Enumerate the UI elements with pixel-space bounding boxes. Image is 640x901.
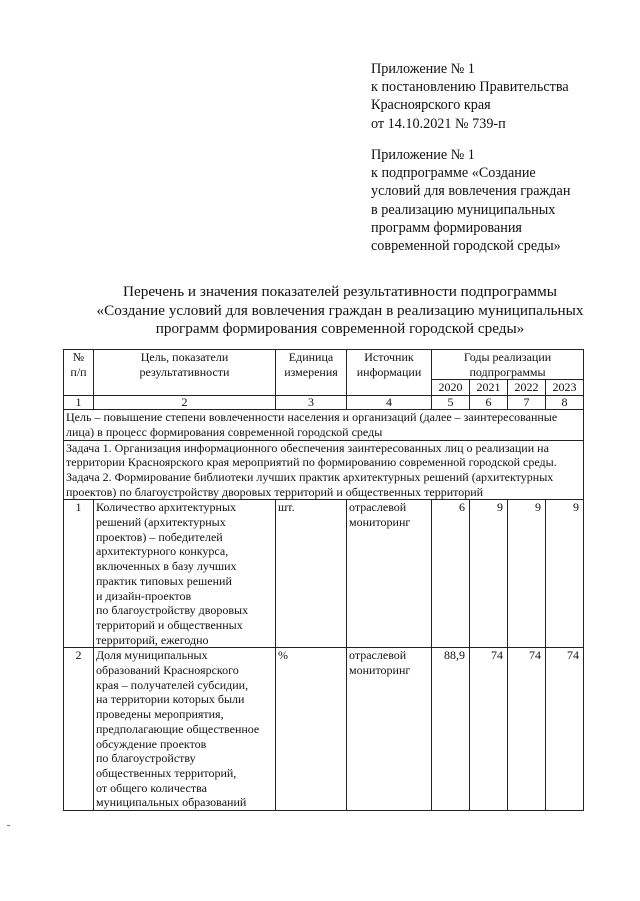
- indicators-table: [63, 349, 584, 811]
- indicator-line: территорий, ежегодно: [96, 632, 209, 647]
- source-line: отраслевой: [349, 500, 407, 515]
- appendix-2-line: программ формирования: [371, 219, 522, 236]
- indicator-cell: [94, 500, 276, 648]
- indicator-line: проведены мероприятия,: [96, 707, 224, 722]
- indicator-cell: [94, 648, 276, 811]
- column-numbers-row: [64, 396, 584, 410]
- header-num-line: п/п: [70, 364, 87, 379]
- source-line: мониторинг: [349, 663, 411, 678]
- appendix-2-line: к подпрограмме «Создание: [371, 165, 536, 182]
- source-line: мониторинг: [349, 515, 411, 530]
- header-source-line: информации: [356, 364, 422, 379]
- appendix-1-line: Красноярского края: [371, 97, 491, 114]
- appendix-2-line: современной городской среды»: [371, 238, 561, 255]
- value-2022: 9: [508, 500, 546, 648]
- unit-cell: %: [276, 648, 347, 811]
- indicator-line: территорий и общественных: [96, 617, 243, 632]
- header-unit-line: Единица: [288, 350, 334, 364]
- column-number: 7: [508, 396, 546, 410]
- header-years-line: подпрограммы: [469, 364, 546, 379]
- appendix-2-line: условий для вовлечения граждан: [371, 183, 571, 200]
- appendix-1-header: [371, 60, 633, 133]
- header-goal: [94, 350, 276, 396]
- source-cell: [347, 500, 432, 648]
- table-row: [64, 648, 584, 811]
- indicator-line: включенных в базу лучших: [96, 559, 237, 574]
- column-number: 2: [94, 396, 276, 410]
- row-number: 1: [64, 500, 94, 648]
- goal-row: [64, 410, 584, 440]
- indicator-line: Количество архитектурных: [96, 500, 237, 515]
- table-row: [64, 500, 584, 648]
- indicator-line: архитектурного конкурса,: [96, 544, 229, 559]
- value-2021: 9: [470, 500, 508, 648]
- indicator-line: практик типовых решений: [96, 573, 232, 588]
- header-row: [64, 350, 584, 380]
- header-year: 2021: [470, 380, 508, 396]
- indicator-line: края – получателей субсидии,: [96, 677, 249, 692]
- header-goal-line: Цель, показатели: [140, 350, 229, 364]
- goal-text: Цель – повышение степени вовлеченности населения и организаций (далее – заинтересованные лица) в процесс формирования современной городской среды: [64, 410, 584, 440]
- header-unit-line: измерения: [284, 364, 338, 379]
- indicator-line: обсуждение проектов: [96, 736, 207, 751]
- source-cell: [347, 648, 432, 811]
- indicator-line: проектов) – победителей: [96, 529, 223, 544]
- appendix-2-line: в реализацию муниципальных: [371, 201, 556, 218]
- value-2023: 74: [546, 648, 584, 811]
- column-number: 3: [276, 396, 347, 410]
- scan-artifact-mark: [7, 825, 10, 826]
- task-2-text: Задача 2. Формирование библиотеки лучших практик архитектурных решений (архитектурных проектов) по благоустройству дворовых территорий и общественных территорий: [66, 469, 554, 499]
- indicator-line: Доля муниципальных: [96, 648, 208, 663]
- header-year: 2020: [432, 380, 470, 396]
- header-unit: [276, 350, 347, 396]
- title-line: Перечень и значения показателей результативности подпрограммы: [123, 283, 557, 300]
- indicator-line: от общего количества: [96, 780, 207, 795]
- header-year: 2022: [508, 380, 546, 396]
- value-2021: 74: [470, 648, 508, 811]
- header-year: 2023: [546, 380, 584, 396]
- header-years-line: Годы реализации: [463, 350, 552, 364]
- column-number: 6: [470, 396, 508, 410]
- indicator-line: по благоустройству дворовых: [96, 603, 249, 618]
- value-2020: 6: [432, 500, 470, 648]
- value-2023: 9: [546, 500, 584, 648]
- header-years-group: [432, 350, 584, 380]
- indicator-line: решений (архитектурных: [96, 515, 226, 530]
- value-2022: 74: [508, 648, 546, 811]
- appendix-1-line: к постановлению Правительства: [371, 79, 569, 96]
- document-title: [60, 283, 620, 339]
- column-number: 4: [347, 396, 432, 410]
- column-number: 8: [546, 396, 584, 410]
- indicator-line: по благоустройству: [96, 751, 196, 766]
- header-goal-line: результативности: [139, 364, 230, 379]
- header-source: [347, 350, 432, 396]
- value-2020: 88,9: [432, 648, 470, 811]
- appendix-2-header: [371, 146, 633, 255]
- indicator-line: образований Красноярского: [96, 663, 239, 678]
- source-line: отраслевой: [349, 648, 407, 663]
- tasks-row: [64, 440, 584, 500]
- row-number: 2: [64, 648, 94, 811]
- indicator-line: на территории которых были: [96, 692, 245, 707]
- indicator-line: и дизайн-проектов: [96, 588, 192, 603]
- indicator-line: муниципальных образований: [96, 795, 247, 810]
- appendix-1-line: от 14.10.2021 № 739-п: [371, 115, 506, 132]
- header-num: [64, 350, 94, 396]
- appendix-1-line: Приложение № 1: [371, 61, 475, 77]
- header-source-line: Источник: [364, 350, 414, 364]
- unit-cell: шт.: [276, 500, 347, 648]
- indicator-line: предполагающие общественное: [96, 721, 260, 736]
- header-num-line: №: [72, 350, 85, 364]
- indicator-line: общественных территорий,: [96, 765, 237, 780]
- tasks-cell: [64, 440, 584, 500]
- column-number: 5: [432, 396, 470, 410]
- appendix-2-line: Приложение № 1: [371, 147, 475, 163]
- title-line: «Создание условий для вовлечения граждан в реализацию муниципальных: [96, 301, 584, 319]
- title-line: программ формирования современной городской среды»: [155, 320, 525, 338]
- column-number: 1: [64, 396, 94, 410]
- task-1-text: Задача 1. Организация информационного обеспечения заинтересованных лиц о реализации на территории Красноярского края мероприятий по формированию современной городской среды.: [66, 440, 557, 470]
